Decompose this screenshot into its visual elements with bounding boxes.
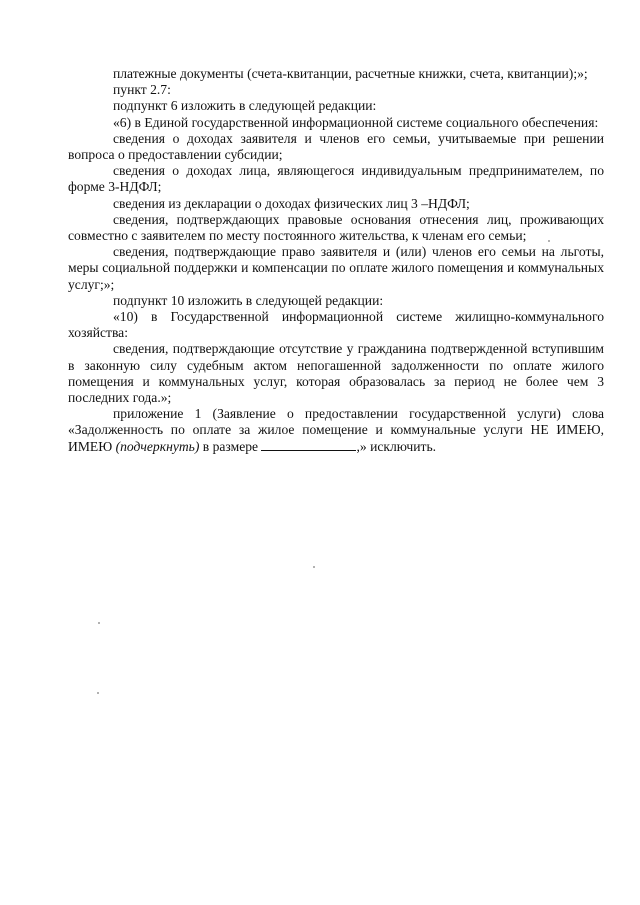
scan-speck (313, 566, 315, 568)
paragraph-entrepreneur-income: сведения о доходах лица, являющегося индивидуальным предпринимателем, по форме 3-НДФЛ; (68, 163, 604, 195)
paragraph-debt-info: сведения, подтверждающие отсутствие у гражданина подтвержденной вступившим в законную силу судебным актом непогашенной задолженности по оплате жилого помещения и коммунальных услуг, которая образовалась за период не более чем 3 последних года.»; (68, 341, 604, 406)
paragraph-subitem-6-intro: подпункт 6 изложить в следующей редакции: (113, 98, 377, 114)
paragraph-appendix-1 (68, 406, 604, 455)
appendix-text-part3: ,» исключить. (356, 438, 437, 454)
paragraph-family-members: сведения, подтверждающих правовые основания отнесения лиц, проживающих совместно с заявителем по месту постоянного жительства, к членам его семьи; (68, 211, 604, 244)
paragraph-subitem-10-text: «10) в Государственной информационной системе жилищно-коммунального хозяйства: (68, 309, 604, 341)
paragraph-declaration: сведения из декларации о доходах физических лиц 3 –НДФЛ; (113, 195, 470, 211)
appendix-italic-note: (подчеркнуть) (115, 438, 200, 454)
scan-speck (548, 240, 550, 242)
document-body (68, 66, 604, 455)
paragraph-subitem-10-intro: подпункт 10 изложить в следующей редакции: (113, 292, 384, 308)
appendix-text-part1: приложение 1 (Заявление о предоставлении государственной услуги) слова «Задолженность по оплате за жилое помещение и коммунальные услуги НЕ ИМЕЮ, ИМЕЮ (68, 406, 604, 454)
paragraph-income-info: сведения о доходах заявителя и членов его семьи, учитываемые при решении вопроса о предоставлении субсидии; (68, 130, 604, 163)
paragraph-item-2-7: пункт 2.7: (113, 82, 171, 98)
amount-blank-line (261, 439, 356, 451)
paragraph-subitem-6-text: «6) в Единой государственной информационной системе социального обеспечения: (113, 114, 599, 130)
scan-speck (98, 622, 100, 624)
appendix-text-part2: в размере (199, 438, 262, 454)
paragraph-benefits: сведения, подтверждающие право заявителя и (или) членов его семьи на льготы, меры социальной поддержки и компенсации по оплате жилого помещения и коммунальных услуг;»; (68, 244, 604, 292)
paragraph-payment-documents: платежные документы (счета-квитанции, расчетные книжки, счета, квитанции);»; (113, 66, 588, 81)
scan-speck (97, 692, 99, 694)
